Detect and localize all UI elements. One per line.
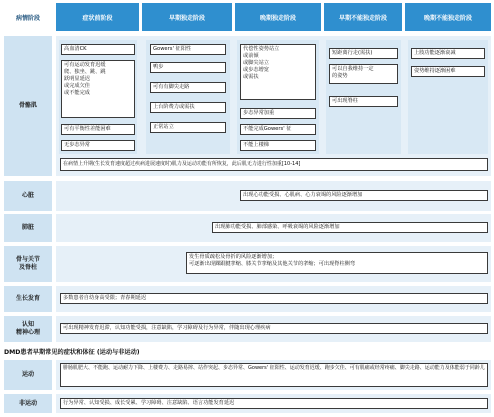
stage-header-label: 病情阶段 [4,3,52,31]
cognition-note: 可出现精神发育迟滞，认知功能受损，注意缺陷，学习障碍及行为异常，伴随出现心理疾病 [60,323,488,334]
presym-box-2: 可有运动发育迟缓 爬、独坐、跳、跳 跃明显延迟 或完成欠佳 或不能完成 [61,60,135,118]
row-label-cognition: 认知 精神心理 [4,316,52,342]
early-nonamb-box-3: 可出现脊柱 [329,96,398,107]
early-amb-box-5: 正常站立 [150,122,226,133]
bone-note: 发生骨质疏松及骨折的风险逐渐增加； 可逐渐出现踝跟腱挛缩、膝关节挛缩及其他关节的挛缩；可出现脊柱侧弯 [186,252,488,274]
presym-box-4: 无步态异常 [61,140,135,151]
early-ambulatory-panel [146,40,230,154]
late-nonamb-box-2: 姿势维持逐渐困难 [411,66,485,77]
stage-header-early-ambulatory: 早期独走阶段 [142,3,232,31]
early-signs-title: DMD患者早期常见的症状和体征 (运动与非运动) [4,349,140,356]
late-amb-box-3: 不能完成Gowers' 征 [240,124,316,135]
late-nonamb-box-1: 上肢功能逐渐衰减 [411,48,485,59]
nonmotor-text: 行为异常、认知受损、成长受累、学习障碍、注意缺陷、语言功能发育延迟 [60,398,488,409]
row-label-lung: 肺脏 [4,214,52,242]
late-amb-box-1: 代偿性姿势站立 或前倾 或脚尖站立 或步态增宽 或需扶 [240,44,316,100]
presym-box-1: 高血清CK [61,44,135,55]
early-amb-box-4: 上台阶费力或需扶 [150,102,226,113]
row-label-growth: 生长发育 [4,286,52,312]
early-nonamb-box-1: 短距离行走(需扶) [329,48,398,59]
early-amb-box-3: 可有有脚尖走路 [150,82,226,93]
stage-header-late-nonambulatory: 晚期不能独走阶段 [405,3,491,31]
stage-header-early-nonambulatory: 早期不能独走阶段 [324,3,402,31]
growth-note: 多数患者自幼身高受限；青春期延迟 [60,293,488,304]
stage-header-presymptomatic: 症状前阶段 [56,3,139,31]
row-label-bone: 骨与关节 及脊柱 [4,246,52,282]
presym-box-3: 可有平衡性差能困难 [61,124,135,135]
late-amb-box-4: 不能上楼梯 [240,140,316,151]
stage-header-late-ambulatory: 晚期独走阶段 [235,3,321,31]
early-nonamb-box-2: 可以自我维持一定 的姿势 [329,64,398,84]
row-label-nonmotor: 非运动 [4,394,52,413]
row-label-heart: 心脏 [4,181,52,211]
skeletal-muscle-note: 在病情上升期(生长发育速度超过疾病进展速度时)肌力及运动功能有所恢复，此后肌无力进行性加重[10-14] [60,158,488,171]
row-label-motor: 运动 [4,360,52,390]
late-amb-box-2: 步态异常加重 [240,108,316,119]
early-amb-box-2: 鸭步 [150,62,226,73]
early-amb-box-1: Gowers' 征阳性 [150,44,226,55]
lung-note: 出现肺功能受损、肺部感染、呼吸衰竭的风险逐渐增加 [212,222,488,233]
row-label-skeletal-muscle: 骨骼肌 [4,36,52,176]
heart-note: 出现心功能受损、心肌病、心力衰竭的风险逐渐增加 [240,190,488,201]
motor-text: 腓肠肌肥大、不能跑、运动耐力下降、上楼费力、走路易摔、站作突起、步态异常、Gowers' 征阳性、运动发育迟缓、跑步欠佳、可有肌痛或经常疼痛、脚尖走路、运动能力及体能弱于同龄儿 [60,363,488,387]
